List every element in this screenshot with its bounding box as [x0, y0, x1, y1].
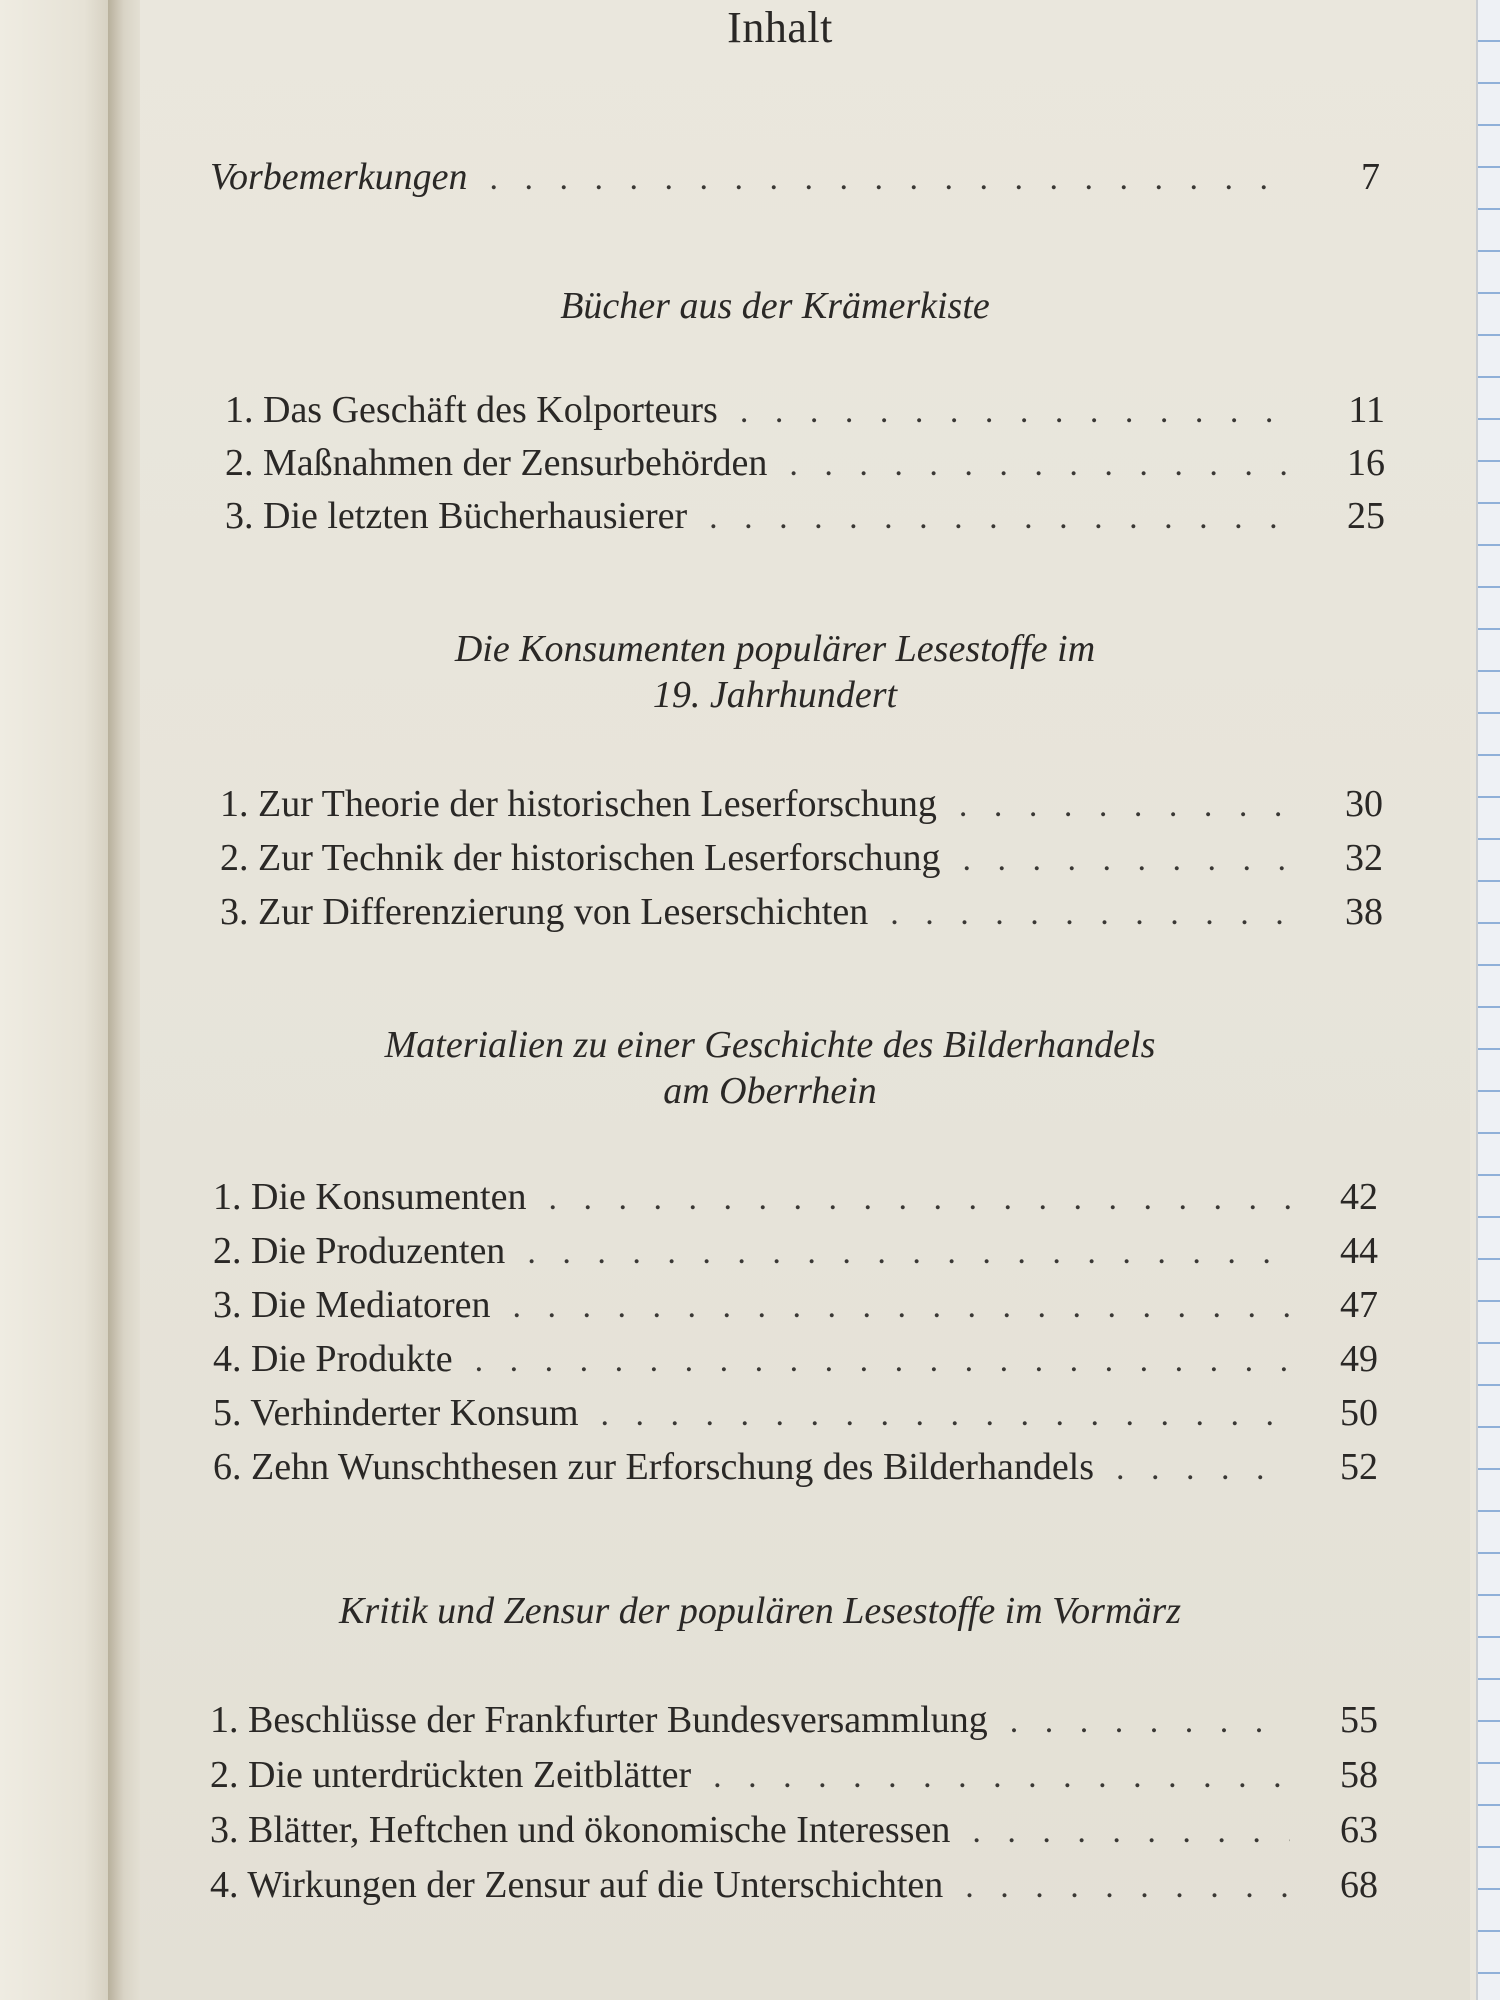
section-title-line: am Oberrhein [663, 1070, 877, 1112]
toc-entry-label: 1. Zur Theorie der historischen Leserforschung [220, 783, 937, 825]
toc-entry-page: 50 [1340, 1392, 1378, 1434]
toc-entry [210, 1808, 1378, 1852]
dot-leader [601, 1396, 1290, 1434]
toc-entry [210, 1863, 1378, 1907]
section-title-line: Kritik und Zensur der populären Lesestoffe im Vormärz [339, 1590, 1181, 1632]
dot-leader [713, 1758, 1290, 1796]
toc-entry-label: 4. Wirkungen der Zensur auf die Unterschichten [210, 1864, 944, 1906]
toc-entry-label: 1. Beschlüsse der Frankfurter Bundesversammlung [210, 1699, 988, 1741]
dot-leader [527, 1234, 1290, 1272]
dot-leader [475, 1342, 1290, 1380]
section-title-line: 19. Jahrhundert [652, 674, 898, 716]
toc-entry-page: 38 [1345, 891, 1383, 933]
toc-entry [210, 1698, 1378, 1742]
section-title-line: Die Konsumenten populärer Lesestoffe im [454, 628, 1096, 670]
toc-entry [225, 388, 1385, 432]
toc-entry-page: 49 [1340, 1338, 1378, 1380]
toc-entry-label: 3. Zur Differenzierung von Leserschichten [220, 891, 869, 933]
facing-page-edge [0, 0, 120, 2000]
toc-entry-label: 5. Verhinderter Konsum [213, 1392, 579, 1434]
toc-entry [225, 494, 1385, 538]
toc-entry-label: 3. Blätter, Heftchen und ökonomische Interessen [210, 1809, 951, 1851]
notebook-paper-edge [1476, 0, 1500, 2000]
toc-entry [213, 1229, 1378, 1273]
toc-entry-label: 1. Das Geschäft des Kolporteurs [225, 389, 718, 431]
toc-entry-label: 2. Maßnahmen der Zensurbehörden [225, 442, 768, 484]
page-title: Inhalt [727, 3, 833, 52]
section-title-line: Bücher aus der Krämerkiste [560, 285, 990, 327]
toc-entry-label: 4. Die Produkte [213, 1338, 453, 1380]
toc-entry [225, 441, 1385, 485]
dot-leader [1010, 1703, 1290, 1741]
toc-entry-label: Vorbemerkungen [210, 156, 468, 198]
section-title [270, 626, 1280, 718]
toc-entry-page: 7 [1361, 156, 1380, 198]
toc-entry-label: 2. Zur Technik der historischen Leserforschung [220, 837, 941, 879]
section-title [230, 1588, 1290, 1634]
toc-entry-page: 47 [1340, 1284, 1378, 1326]
dot-leader [972, 1813, 1290, 1851]
dot-leader [489, 160, 1292, 198]
toc-entry [213, 1391, 1378, 1435]
toc-entry [213, 1445, 1378, 1489]
toc-entry [220, 782, 1383, 826]
section-title [260, 1022, 1280, 1114]
toc-entry-page: 63 [1340, 1809, 1378, 1851]
toc-entry-page: 68 [1340, 1864, 1378, 1906]
toc-entry-page: 32 [1345, 837, 1383, 879]
toc-entry-preface [210, 155, 1380, 199]
toc-entry-label: 1. Die Konsumenten [213, 1176, 527, 1218]
toc-entry-page: 30 [1345, 783, 1383, 825]
toc-entry-page: 44 [1340, 1230, 1378, 1272]
toc-entry-page: 52 [1340, 1446, 1378, 1488]
toc-entry-label: 6. Zehn Wunschthesen zur Erforschung des Bilderhandels [213, 1446, 1095, 1488]
toc-entry-page: 11 [1348, 389, 1385, 431]
dot-leader [548, 1180, 1290, 1218]
dot-leader [513, 1288, 1290, 1326]
toc-entry [213, 1175, 1378, 1219]
toc-entry-page: 16 [1347, 442, 1385, 484]
toc-entry [213, 1283, 1378, 1327]
toc-entry [220, 890, 1383, 934]
toc-entry-label: 3. Die letzten Bücherhausierer [225, 495, 688, 537]
toc-entry-label: 2. Die unterdrückten Zeitblätter [210, 1754, 692, 1796]
toc-entry-page: 25 [1347, 495, 1385, 537]
dot-leader [1116, 1450, 1290, 1488]
toc-entry [220, 836, 1383, 880]
dot-leader [890, 895, 1295, 933]
toc-entry-page: 58 [1340, 1754, 1378, 1796]
dot-leader [709, 499, 1297, 537]
toc-entry-page: 42 [1340, 1176, 1378, 1218]
dot-leader [789, 446, 1297, 484]
toc-entry-label: 3. Die Mediatoren [213, 1284, 491, 1326]
dot-leader [963, 841, 1295, 879]
toc-entry [213, 1337, 1378, 1381]
section-title [300, 283, 1250, 329]
toc-entry-page: 55 [1340, 1699, 1378, 1741]
toc-entry [210, 1753, 1378, 1797]
dot-leader [959, 787, 1295, 825]
dot-leader [740, 393, 1297, 431]
dot-leader [965, 1868, 1290, 1906]
toc-entry-label: 2. Die Produzenten [213, 1230, 506, 1272]
section-title-line: Materialien zu einer Geschichte des Bilderhandels [384, 1024, 1156, 1066]
